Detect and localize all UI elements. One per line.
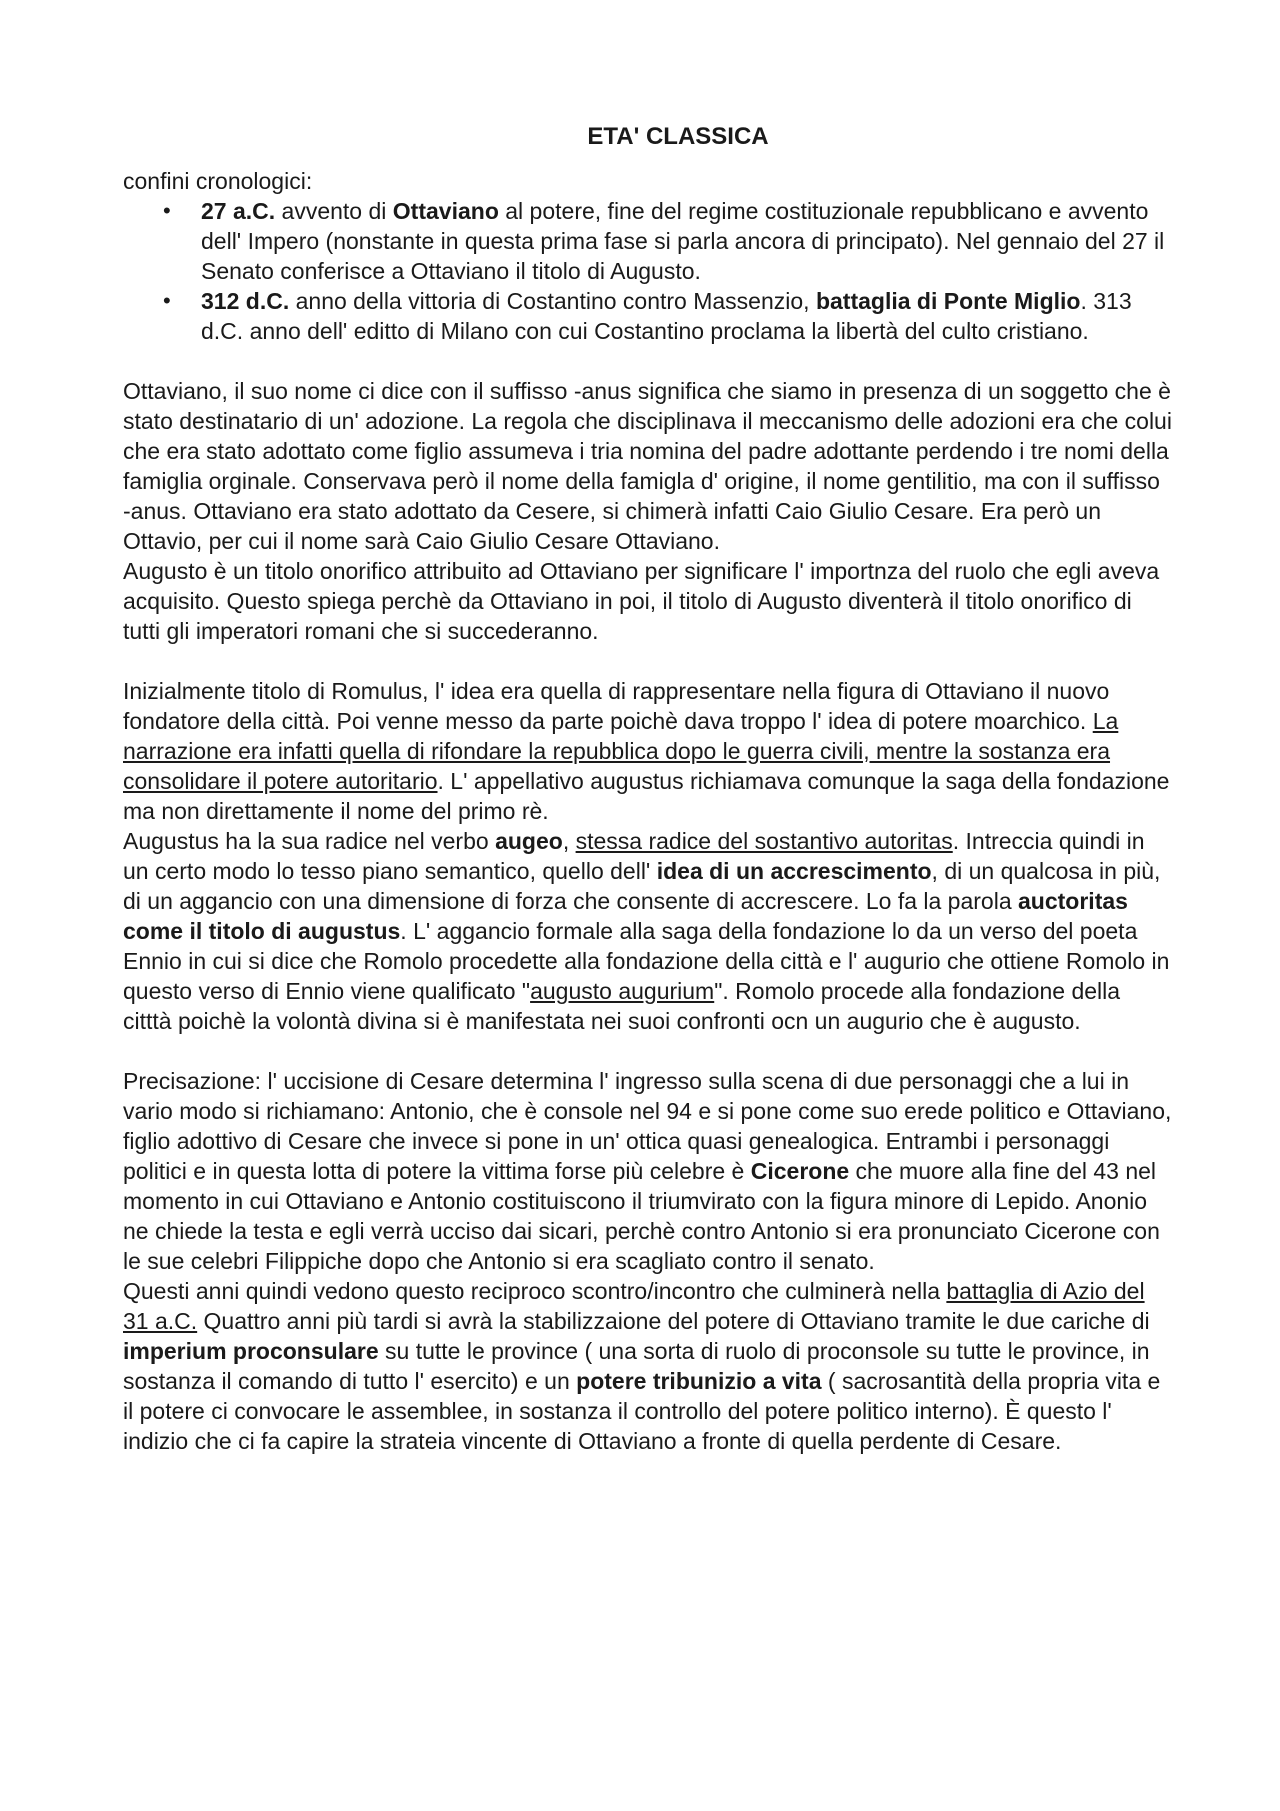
paragraph-azio	[123, 1276, 1173, 1456]
bold-text: potere tribunizio a vita	[576, 1368, 822, 1394]
bullet-date: 27 a.C.	[201, 198, 276, 224]
paragraph-romulus	[123, 676, 1173, 826]
chronology-list	[123, 196, 1173, 346]
text-run: Questi anni quindi vedono questo reciproco scontro/incontro che culminerà nella	[123, 1278, 947, 1304]
bold-text: auctoritas come il titolo di augustus	[123, 888, 1128, 944]
text-run: Augustus ha la sua radice nel verbo	[123, 828, 496, 854]
spacer	[123, 646, 1173, 676]
bullet-bold: Ottaviano	[392, 198, 499, 224]
text-run: Quattro anni più tardi si avrà la stabilizzaione del potere di Ottaviano tramite le due cariche di	[197, 1308, 1150, 1334]
page-title: ETA' CLASSICA	[587, 123, 769, 150]
text-run: ,	[562, 828, 576, 854]
underlined-text: augusto augurium	[530, 978, 715, 1004]
intro-line: confini cronologici:	[123, 168, 313, 194]
text-run: . L' appellativo augustus richiamava comunque la saga della fondazione ma non direttamente il nome del primo rè.	[123, 768, 1170, 824]
text-run: su tutte le province ( una sorta di ruolo di proconsole su tutte le province, in sostanza il comando di tutto l' esercito) e un	[123, 1338, 1150, 1394]
text-run: . L' aggancio formale alla saga della fondazione lo da un verso del poeta Ennio in cui si dice che Romolo procedette alla fondazione della città e l' augurio che ottiene Romolo in questo verso di Ennio viene qualificato "	[123, 918, 1170, 1004]
spacer	[123, 1036, 1173, 1066]
bullet-bold: battaglia di Ponte Miglio	[815, 288, 1081, 314]
paragraph-precisazione	[123, 1066, 1173, 1276]
text-run: . Intreccia quindi in un certo modo lo tesso piano semantico, quello dell'	[123, 828, 1145, 884]
bullet-text: al potere, fine del regime costituzionale repubblicano e avvento dell' Impero (nonstante in questa prima fase si parla ancora di principato). Nel gennaio del 27 il Senato conferisce a Ottaviano il titolo di Augusto.	[201, 198, 1165, 284]
underlined-text: battaglia di Azio del 31 a.C.	[123, 1278, 1145, 1334]
bold-text: idea di un accrescimento	[656, 858, 932, 884]
text-run: ( sacrosantità della propria vita e il potere ci convocare le assemblee, in sostanza il controllo del potere politico interno). È questo l' indizio che ci fa capire la strateia vincente di Ottaviano a fronte di quella perdente di Cesare.	[123, 1368, 1161, 1454]
bullet-text: . 313 d.C. anno dell' editto di Milano con cui Costantino proclama la libertà del culto cristiano.	[201, 288, 1132, 344]
text-run: , di un qualcosa in più, di un aggancio con una dimensione di forza che consente di accrescere. Lo fa la parola	[123, 858, 1161, 914]
bullet-date: 312 d.C.	[201, 288, 290, 314]
paragraph-augeo	[123, 826, 1173, 1036]
text-run: Inizialmente titolo di Romulus, l' idea era quella di rappresentare nella figura di Ottaviano il nuovo fondatore della città. Poi venne messo da parte poichè dava troppo l' idea di potere moarchico.	[123, 678, 1110, 734]
paragraph-ottaviano-name: Ottaviano, il suo nome ci dice con il suffisso -anus significa che siamo in presenza di un soggetto che è stato destinatario di un' adozione. La regola che disciplinava il meccanismo delle adozioni era che colui che era stato adottato come figlio assumeva i tria nomina del padre adottante perdendo i tre nomi della famiglia orginale. Conservava però il nome della famigla d' origine, il nome gentilitio, ma con il suffisso -anus. Ottaviano era stato adottato da Cesere, si chimerà infatti Caio Giulio Cesare. Era però un Ottavio, per cui il nome sarà Caio Giulio Cesare Ottaviano.	[123, 378, 1172, 554]
document-body	[123, 122, 1173, 1456]
text-run: ". Romolo procede alla fondazione della citttà poichè la volontà divina si è manifestata nei suoi confronti ocn un augurio che è augusto.	[123, 978, 1121, 1034]
text-run: che muore alla fine del 43 nel momento in cui Ottaviano e Antonio costituiscono il triumvirato con la figura minore di Lepido. Anonio ne chiede la testa e egli verrà ucciso dai sicari, perchè contro Antonio si era pronunciato Cicerone con le sue celebri Filippiche dopo che Antonio si era scagliato contro il senato.	[123, 1158, 1160, 1274]
underlined-text: La narrazione era infatti quella di rifondare la repubblica dopo le guerra civili, mentre la sostanza era consolidare il potere autoritario	[123, 708, 1119, 794]
bold-text: imperium proconsulare	[123, 1338, 379, 1364]
bullet-text: anno della vittoria di Costantino contro Massenzio,	[289, 288, 816, 314]
list-item	[123, 286, 1173, 346]
underlined-text: stessa radice del sostantivo autoritas	[575, 828, 953, 854]
paragraph-augusto-title: Augusto è un titolo onorifico attribuito ad Ottaviano per significare l' importnza del ruolo che egli aveva acquisito. Questo spiega perchè da Ottaviano in poi, il titolo di Augusto diventerà il titolo onorifico di tutti gli imperatori romani che si succederanno.	[123, 558, 1160, 644]
spacer	[123, 346, 1173, 376]
list-item	[123, 196, 1173, 286]
bold-text: augeo	[495, 828, 563, 854]
bullet-text: avvento di	[275, 198, 393, 224]
text-run: Precisazione: l' uccisione di Cesare determina l' ingresso sulla scena di due personaggi che a lui in vario modo si richiamano: Antonio, che è console nel 94 e si pone come suo erede politico e Ottaviano, figlio adottivo di Cesare che invece si pone in un' ottica quasi genealogica. Entrambi i personaggi politici e in questa lotta di potere la vittima forse più celebre è	[123, 1068, 1172, 1184]
bold-text: Cicerone	[750, 1158, 850, 1184]
